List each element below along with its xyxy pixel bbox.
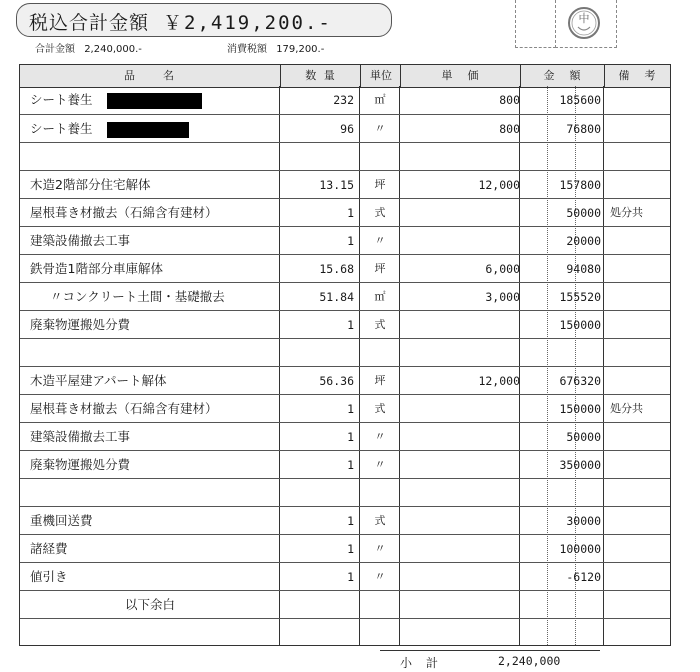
item-cell bbox=[30, 395, 218, 423]
item-name: 値引き bbox=[30, 569, 68, 584]
unit-cell: 坪 bbox=[374, 374, 386, 387]
header-unit: 単位 bbox=[360, 65, 401, 87]
amount-cell: 157800 bbox=[559, 178, 601, 192]
price-cell bbox=[400, 563, 520, 591]
unit-cell: 式 bbox=[374, 514, 386, 527]
item-cell bbox=[30, 507, 93, 535]
estimate-table bbox=[19, 64, 671, 645]
price-cell bbox=[400, 395, 520, 423]
price-cell: 12,000 bbox=[478, 178, 520, 192]
unit-cell bbox=[360, 143, 400, 171]
redaction-bar bbox=[107, 93, 202, 109]
subtotal-summary bbox=[35, 40, 142, 55]
price-cell: 6,000 bbox=[485, 262, 520, 276]
grand-total-box bbox=[16, 3, 392, 37]
item-cell bbox=[125, 591, 175, 619]
qty-cell: 1 bbox=[347, 514, 354, 528]
table-row bbox=[20, 114, 670, 143]
stamp-cell-empty bbox=[515, 0, 556, 48]
header-amount: 金 額 bbox=[520, 65, 605, 87]
item-name: 重機回送費 bbox=[30, 513, 93, 528]
seal-stamp-icon bbox=[567, 6, 601, 40]
table-row bbox=[20, 282, 670, 311]
qty-cell: 1 bbox=[347, 570, 354, 584]
amount-cell bbox=[520, 619, 601, 647]
price-cell bbox=[400, 619, 520, 647]
unit-cell bbox=[360, 619, 400, 647]
item-name: シート養生 bbox=[30, 92, 93, 107]
amount-cell bbox=[520, 591, 601, 619]
item-cell bbox=[30, 171, 150, 199]
table-row bbox=[20, 534, 670, 563]
redaction-bar bbox=[107, 122, 189, 138]
qty-cell bbox=[280, 479, 354, 507]
unit-cell bbox=[360, 479, 400, 507]
unit-cell: 〃 bbox=[374, 570, 386, 583]
table-row bbox=[20, 562, 670, 591]
subtotal-value: 2,240,000 bbox=[498, 654, 561, 668]
qty-cell: 1 bbox=[347, 402, 354, 416]
subtotal-summary-value: 2,240,000.- bbox=[84, 44, 142, 55]
item-cell bbox=[30, 255, 163, 283]
unit-cell: 式 bbox=[374, 206, 386, 219]
price-cell bbox=[400, 535, 520, 563]
table-row bbox=[20, 506, 670, 535]
qty-cell: 1 bbox=[347, 542, 354, 556]
unit-cell: ㎡ bbox=[374, 93, 386, 106]
item-name: 木造平屋建アパート解体 bbox=[30, 373, 167, 388]
amount-cell: 676320 bbox=[559, 374, 601, 388]
amount-cell: 20000 bbox=[566, 234, 601, 248]
amount-cell: 50000 bbox=[566, 206, 601, 220]
tax-summary-value: 179,200.- bbox=[276, 44, 325, 55]
item-name: 鉄骨造1階部分車庫解体 bbox=[30, 261, 163, 276]
amount-cell: 150000 bbox=[559, 318, 601, 332]
amount-cell: 94080 bbox=[566, 262, 601, 276]
amount-cell: 350000 bbox=[559, 458, 601, 472]
amount-cell: 30000 bbox=[566, 514, 601, 528]
item-cell bbox=[30, 227, 130, 255]
price-cell bbox=[400, 339, 520, 367]
amount-cell bbox=[520, 339, 601, 367]
qty-cell: 1 bbox=[347, 318, 354, 332]
item-name: 〃コンクリート土間・基礎撤去 bbox=[50, 289, 225, 304]
header-price: 単 価 bbox=[400, 65, 521, 87]
unit-cell: 〃 bbox=[374, 458, 386, 471]
qty-cell: 51.84 bbox=[319, 290, 354, 304]
grand-total-amount: ￥2,419,200.- bbox=[163, 12, 332, 34]
unit-cell: 〃 bbox=[374, 542, 386, 555]
table-row bbox=[20, 394, 670, 423]
item-name: 建築設備撤去工事 bbox=[30, 429, 131, 444]
grand-total-title bbox=[29, 8, 332, 35]
table-row bbox=[20, 366, 670, 395]
amount-cell bbox=[520, 143, 601, 171]
item-cell bbox=[30, 115, 189, 143]
unit-cell bbox=[360, 591, 400, 619]
qty-cell: 1 bbox=[347, 458, 354, 472]
table-row bbox=[20, 450, 670, 479]
item-name: 以下余白 bbox=[125, 597, 176, 612]
qty-cell: 1 bbox=[347, 206, 354, 220]
amount-cell: 185600 bbox=[559, 93, 601, 107]
table-row bbox=[20, 590, 670, 619]
unit-cell: 〃 bbox=[374, 234, 386, 247]
qty-cell bbox=[280, 619, 354, 647]
table-body bbox=[19, 86, 671, 646]
approval-stamp-area bbox=[515, 0, 615, 48]
table-row bbox=[20, 478, 670, 507]
item-name: 木造2階部分住宅解体 bbox=[30, 177, 151, 192]
qty-cell: 1 bbox=[347, 234, 354, 248]
item-cell bbox=[30, 563, 68, 591]
tax-summary-label: 消費税額 bbox=[227, 44, 267, 55]
amount-cell: 50000 bbox=[566, 430, 601, 444]
unit-cell: 式 bbox=[374, 402, 386, 415]
price-cell: 12,000 bbox=[478, 374, 520, 388]
qty-cell: 96 bbox=[340, 122, 354, 136]
grand-total-label: 税込合計金額 bbox=[29, 12, 150, 34]
qty-cell bbox=[280, 143, 354, 171]
item-name: 屋根葺き材撤去（石綿含有建材） bbox=[30, 401, 218, 416]
price-cell bbox=[400, 227, 520, 255]
note-cell: 処分共 bbox=[610, 402, 643, 415]
table-row bbox=[20, 170, 670, 199]
item-cell bbox=[30, 423, 130, 451]
table-row bbox=[20, 338, 670, 367]
qty-cell: 15.68 bbox=[319, 262, 354, 276]
qty-cell: 13.15 bbox=[319, 178, 354, 192]
item-cell bbox=[30, 199, 218, 227]
table-row bbox=[20, 618, 670, 647]
qty-cell: 56.36 bbox=[319, 374, 354, 388]
amount-cell: 76800 bbox=[566, 122, 601, 136]
header-note: 備 考 bbox=[604, 65, 671, 87]
qty-cell: 1 bbox=[347, 430, 354, 444]
table-row bbox=[20, 142, 670, 171]
item-cell bbox=[50, 283, 225, 311]
table-row bbox=[20, 198, 670, 227]
amount-cell bbox=[520, 479, 601, 507]
price-cell bbox=[400, 507, 520, 535]
unit-cell: 坪 bbox=[374, 262, 386, 275]
price-cell: 800 bbox=[499, 122, 520, 136]
price-cell bbox=[400, 311, 520, 339]
qty-cell bbox=[280, 339, 354, 367]
item-name: 廃棄物運搬処分費 bbox=[30, 457, 131, 472]
item-name: 諸経費 bbox=[30, 541, 68, 556]
item-name: 屋根葺き材撤去（石綿含有建材） bbox=[30, 205, 218, 220]
header-item: 品 名 bbox=[124, 69, 176, 82]
svg-text:中: 中 bbox=[578, 12, 590, 25]
table-header bbox=[19, 64, 671, 88]
subtotal-label: 小計 bbox=[400, 656, 453, 670]
item-cell bbox=[30, 451, 130, 479]
unit-cell: 〃 bbox=[374, 430, 386, 443]
tax-summary bbox=[227, 40, 324, 55]
price-cell bbox=[400, 143, 520, 171]
unit-cell: 〃 bbox=[374, 122, 386, 135]
qty-cell bbox=[280, 591, 354, 619]
qty-cell: 232 bbox=[333, 93, 354, 107]
table-row bbox=[20, 226, 670, 255]
unit-cell: 式 bbox=[374, 318, 386, 331]
subtotal-summary-label: 合計金額 bbox=[35, 44, 75, 55]
unit-cell: ㎡ bbox=[374, 290, 386, 303]
unit-cell: 坪 bbox=[374, 178, 386, 191]
item-cell bbox=[30, 367, 167, 395]
table-row bbox=[20, 254, 670, 283]
item-cell bbox=[30, 311, 130, 339]
price-cell bbox=[400, 199, 520, 227]
table-row bbox=[20, 422, 670, 451]
amount-cell: 155520 bbox=[559, 290, 601, 304]
price-cell bbox=[400, 451, 520, 479]
price-cell bbox=[400, 479, 520, 507]
table-row bbox=[20, 310, 670, 339]
price-cell: 3,000 bbox=[485, 290, 520, 304]
amount-cell: -6120 bbox=[566, 570, 601, 584]
price-cell bbox=[400, 423, 520, 451]
subtotal-line bbox=[380, 650, 600, 671]
item-name: シート養生 bbox=[30, 121, 93, 136]
amount-cell: 150000 bbox=[559, 402, 601, 416]
note-cell: 処分共 bbox=[610, 206, 643, 219]
item-cell bbox=[30, 535, 68, 563]
price-cell: 800 bbox=[499, 93, 520, 107]
price-cell bbox=[400, 591, 520, 619]
item-name: 廃棄物運搬処分費 bbox=[30, 317, 131, 332]
header-qty: 数 量 bbox=[280, 65, 361, 87]
table-row bbox=[20, 86, 670, 114]
amount-cell: 100000 bbox=[559, 542, 601, 556]
item-cell bbox=[30, 86, 202, 114]
item-name: 建築設備撤去工事 bbox=[30, 233, 131, 248]
unit-cell bbox=[360, 339, 400, 367]
